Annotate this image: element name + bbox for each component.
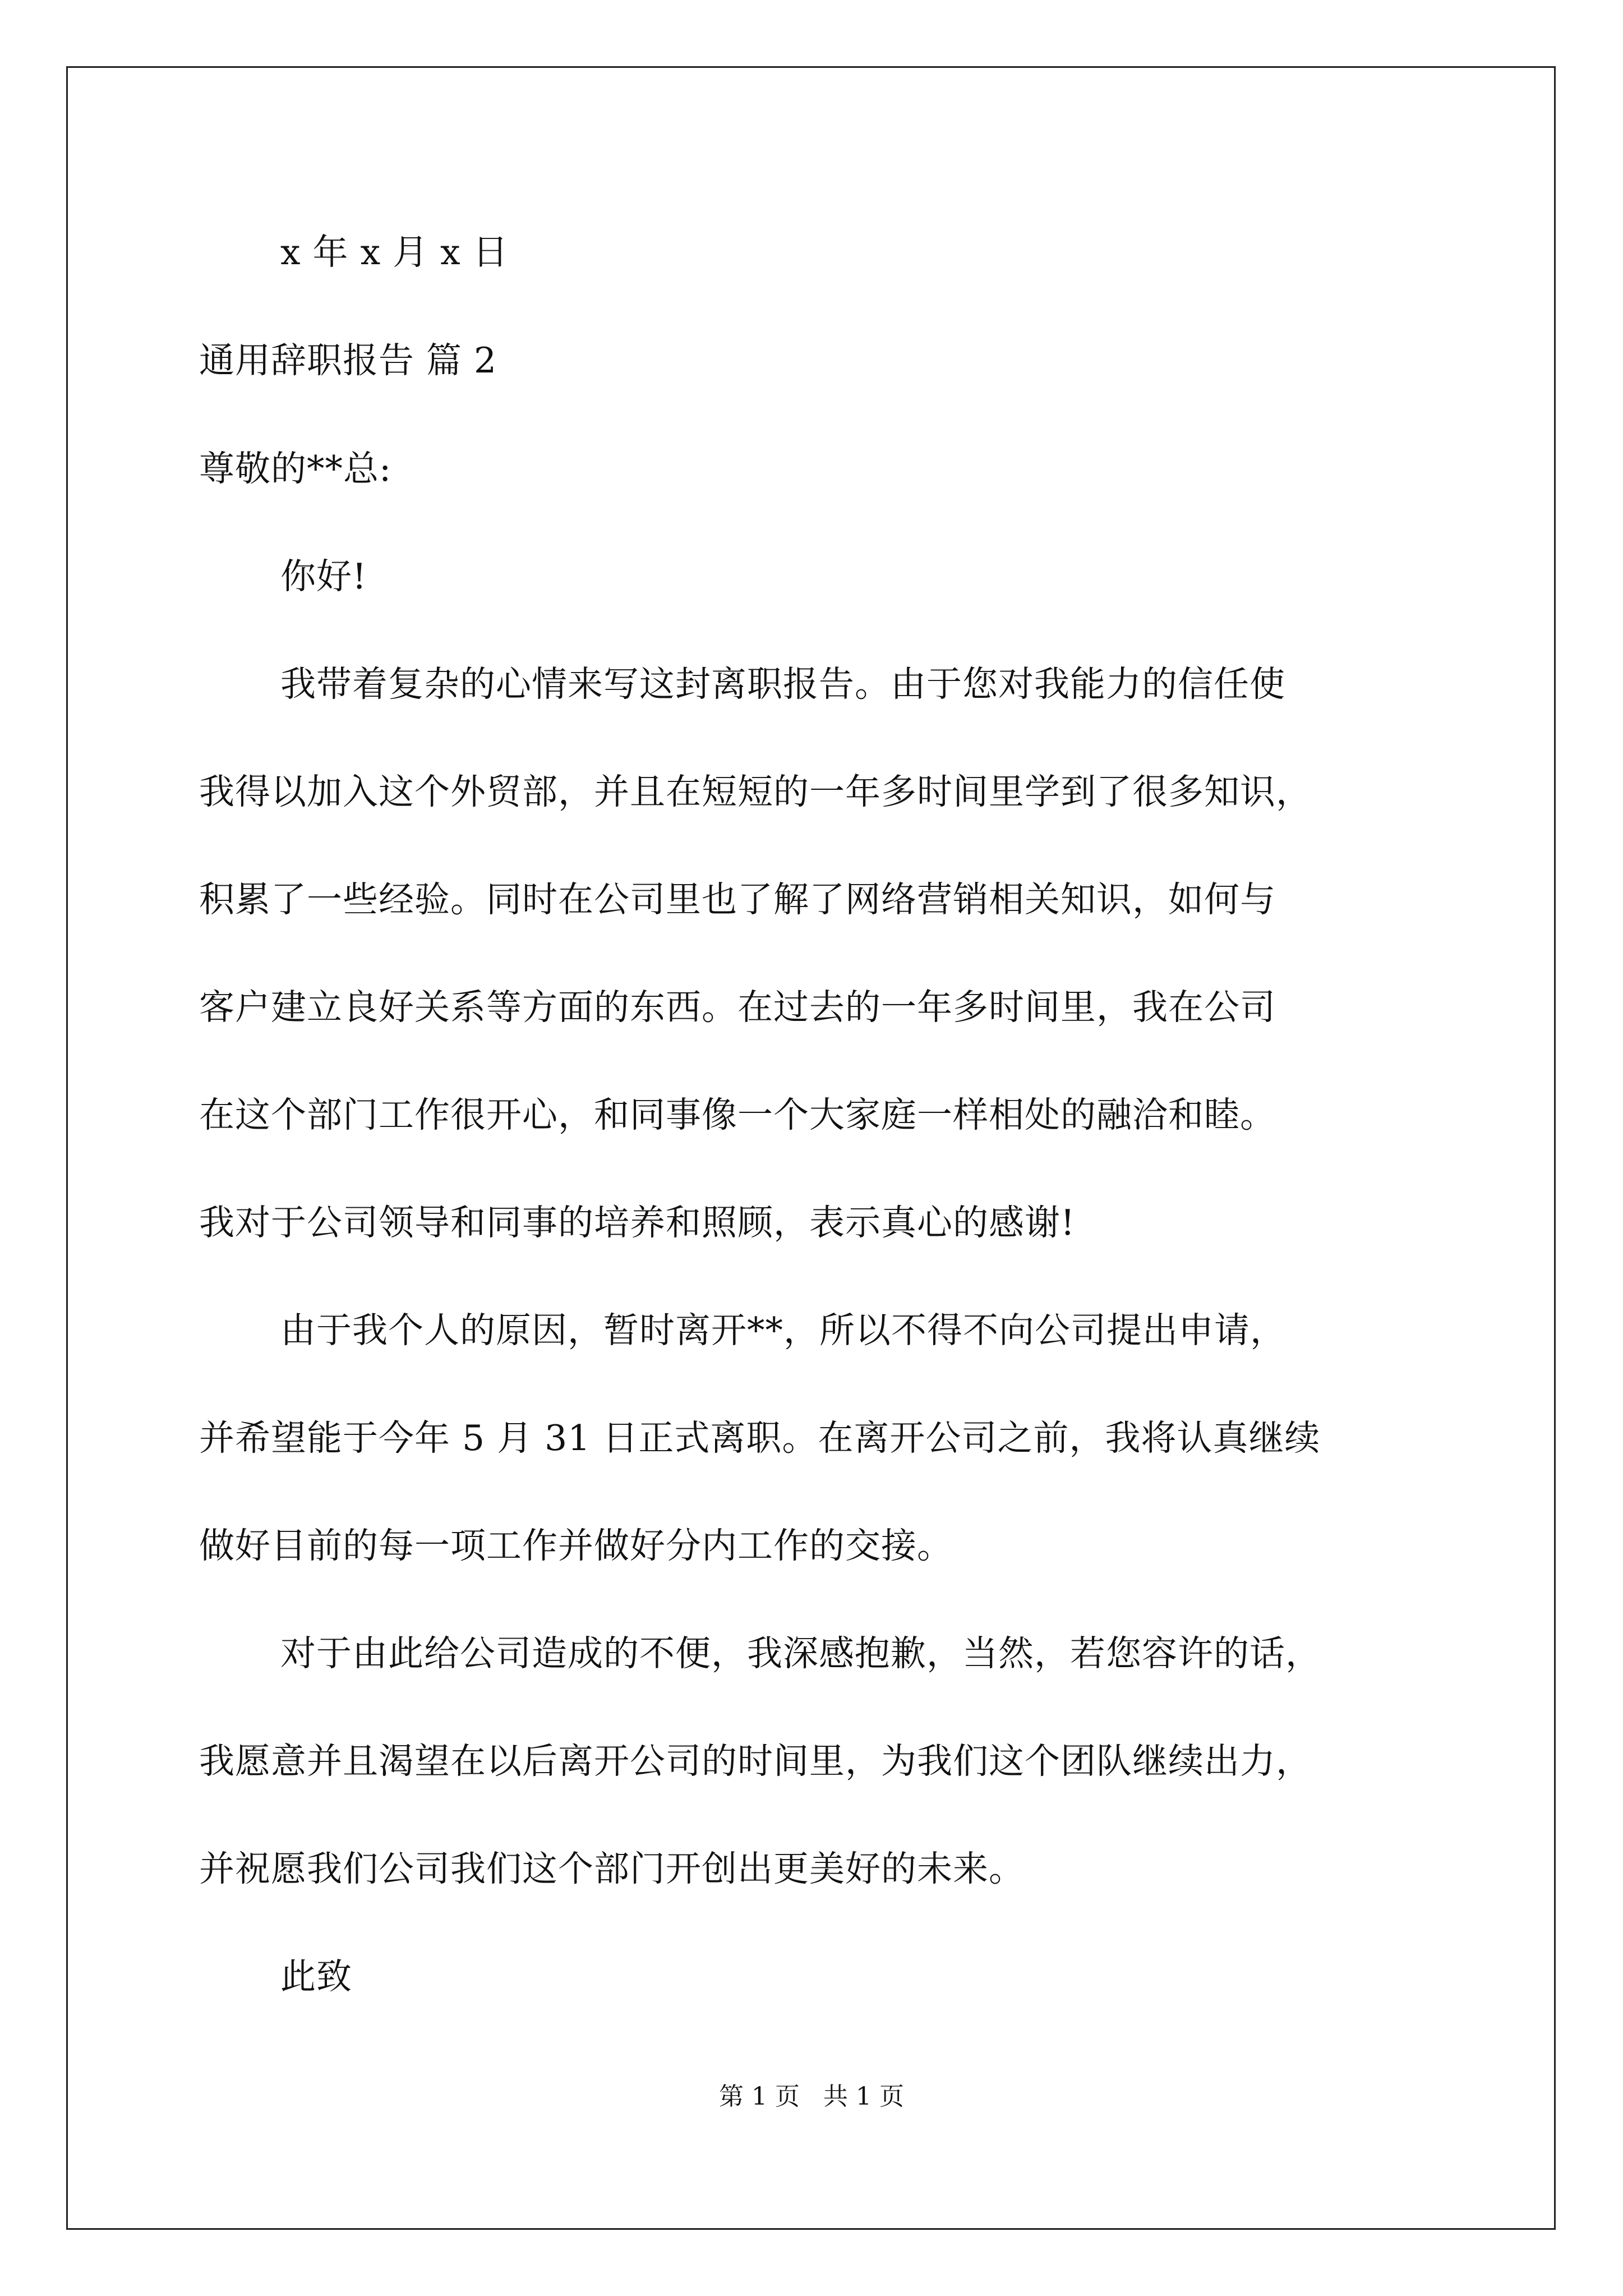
date-line: x 年 x 月 x 日 <box>280 232 509 273</box>
page-footer: 第 1 页 共 1 页 <box>719 2082 904 2111</box>
paragraph-1-line-4: 客户建立良好关系等方面的东西。在过去的一年多时间里，我在公司 <box>199 987 1276 1028</box>
paragraph-1-line-5: 在这个部门工作很开心，和同事像一个大家庭一样相处的融洽和睦。 <box>199 1094 1276 1135</box>
document-heading: 通用辞职报告 篇 2 <box>199 340 497 381</box>
paragraph-3-line-3: 并祝愿我们公司我们这个部门开创出更美好的未来。 <box>199 1848 1025 1889</box>
page-border <box>66 66 1556 2230</box>
closing: 此致 <box>280 1956 352 1997</box>
paragraph-3-line-1: 对于由此给公司造成的不便，我深感抱歉，当然，若您容许的话， <box>280 1633 1321 1674</box>
paragraph-1-line-1: 我带着复杂的心情来写这封离职报告。由于您对我能力的信任使 <box>280 664 1285 705</box>
paragraph-3-line-2: 我愿意并且渴望在以后离开公司的时间里，为我们这个团队继续出力， <box>199 1741 1312 1782</box>
greeting: 你好! <box>280 556 367 597</box>
paragraph-1-line-3: 积累了一些经验。同时在公司里也了解了网络营销相关知识，如何与 <box>199 879 1276 920</box>
paragraph-2-line-3: 做好目前的每一项工作并做好分内工作的交接。 <box>199 1525 953 1566</box>
paragraph-1-line-2: 我得以加入这个外贸部，并且在短短的一年多时间里学到了很多知识， <box>199 771 1312 812</box>
paragraph-1-line-6: 我对于公司领导和同事的培养和照顾，表示真心的感谢! <box>199 1202 1076 1243</box>
salutation: 尊敬的**总: <box>199 448 392 489</box>
paragraph-2-line-2: 并希望能于今年 5 月 31 日正式离职。在离开公司之前，我将认真继续 <box>199 1418 1321 1458</box>
paragraph-2-line-1: 由于我个人的原因，暂时离开**，所以不得不向公司提出申请， <box>280 1310 1286 1351</box>
